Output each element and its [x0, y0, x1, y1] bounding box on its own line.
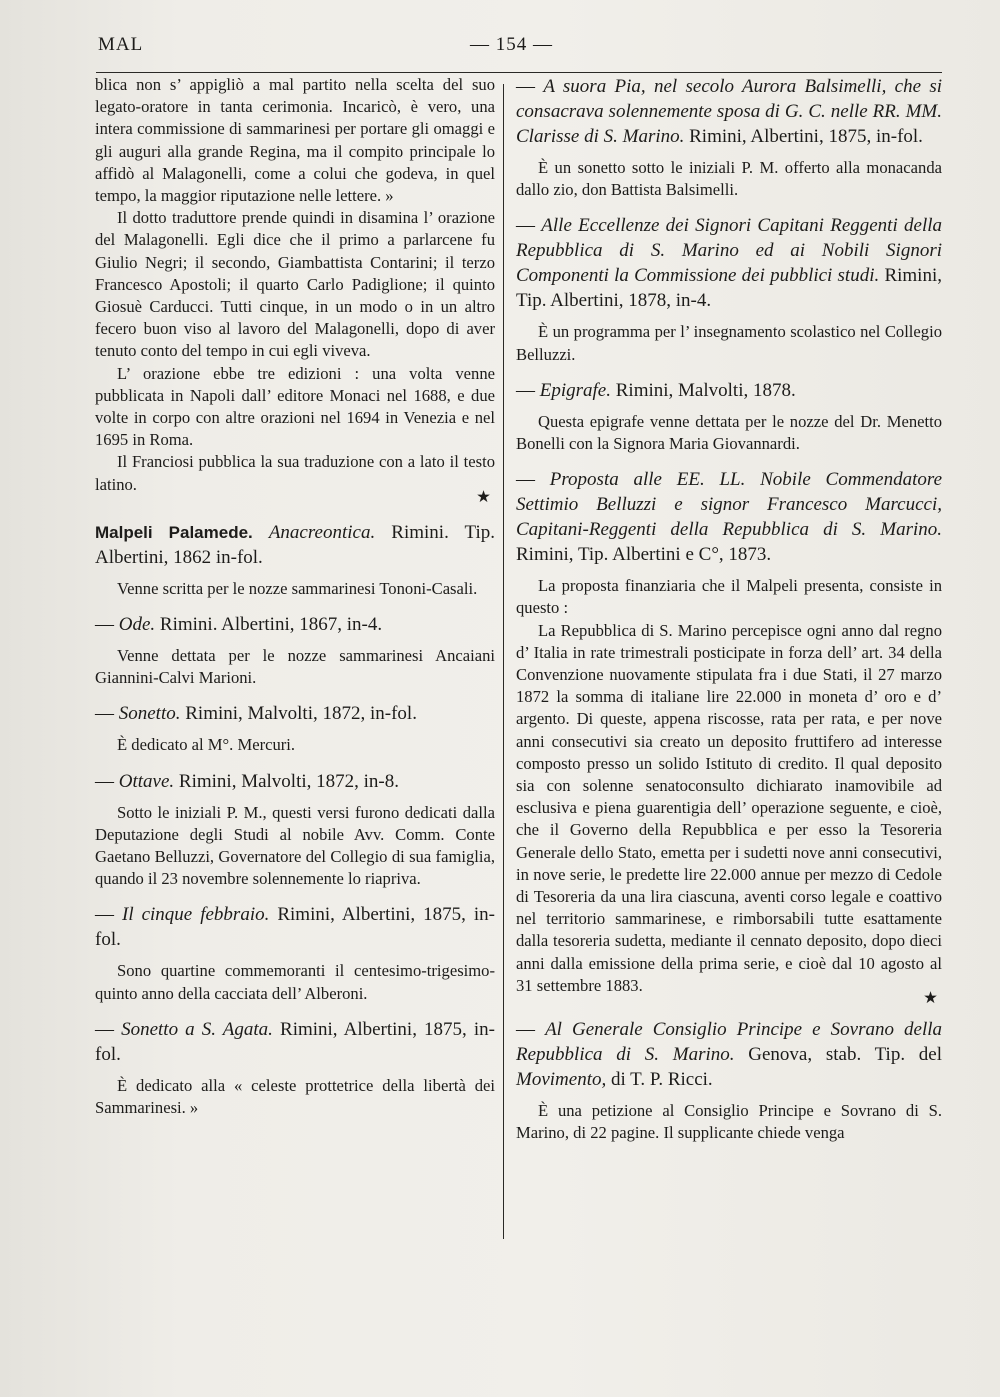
entry-imprint: Rimini, Malvolti, 1872, in-fol.: [185, 703, 417, 725]
entry-dash: —: [516, 76, 535, 97]
entry-note: La Repubblica di S. Marino percepisce ogni anno dal regno d’ Italia in rate trimestrali posticipate in forza dell’ art. 34 della Convenzione nuovamente stipulata fra i due Stati, il 27 marzo 1872 la somma di italiane lire 22.000 in moneta d’ oro e d’ argento. Di queste, appena riscosse, rata per rata, e per nove anni consecutivi sia creato un deposito fruttifero ad interesse composto presso un solido Istituto di credito. Il qual deposito sia con solenne senatoconsulto dichiarato inamovibile ad esclusiva e piena guarentigia dell’ operazione seguente, e cioè, che il Governo della Repubblica e per esso la Tesoreria Generale dello Stato, emetta per i sudetti nove anni consecutivi, in nove serie, le predette lire 22.000 annue per mezzo di Cedole di Tesoreria da una lira ciascuna, aventi corso legale e coattivo nel territorio sammarinese, e rimborsabili tutte esattamente dalla tesoreria sudetta, mediante il cennato deposito, dopo dieci anni dalla emissione della prima serie, e cioè dal 10 agosto al 31 settembre 1883.: [516, 620, 942, 995]
entry-author: Malpeli Palamede.: [95, 522, 253, 542]
entry-note: È dedicato alla « celeste prottetrice della libertà dei Sammarinesi. »: [95, 1075, 495, 1118]
bibliography-entry: [95, 520, 495, 570]
entry-note: Sono quartine commemoranti il centesimo-trigesimo-quinto anno della cacciata dell’ Alberoni.: [95, 961, 495, 1003]
entry-dash: —: [95, 703, 114, 725]
bibliography-entry: [516, 467, 942, 567]
bibliography-entry: [516, 213, 942, 313]
entry-imprint: Genova, stab. Tip. del: [748, 1044, 943, 1066]
entry-imprint: Rimini, Malvolti, 1872, in-8.: [178, 770, 399, 792]
entry-title: Ode.: [118, 614, 156, 636]
bibliography-entry: [95, 902, 495, 952]
entry-title: Il cinque febbraio.: [122, 904, 270, 926]
entry-title: Al Generale Consiglio Principe e Sovrano della Repubblica di S. Marino.: [516, 1019, 943, 1066]
entry-dash: —: [516, 215, 535, 237]
column-divider: [503, 84, 504, 1239]
entry-imprint: Rimini, Tip. Albertini, 1878, in-4.: [516, 265, 942, 312]
paragraph: Il Franciosi pubblica la sua traduzione con a lato il testo latino.: [95, 452, 495, 494]
entry-note: È un programma per l’ insegnamento scolastico nel Collegio Belluzzi.: [516, 322, 942, 364]
bibliography-entry: [95, 769, 495, 794]
entry-title: Sonetto a S. Agata.: [121, 1018, 273, 1040]
entry-imprint: Rimini, Tip. Albertini e C°, 1873.: [516, 544, 772, 566]
entry-imprint: di T. P. Ricci.: [610, 1069, 713, 1091]
entry-imprint: Rimini, Malvolti, 1878.: [615, 379, 796, 401]
bibliography-entry: [95, 612, 495, 637]
entry-note: Sotto le iniziali P. M., questi versi furono dedicati dalla Deputazione degli Studi al nobile Avv. Comm. Conte Gaetano Belluzzi, Governatore del Collegio di sua famiglia, quando il 23 novembre solennemente lo riapriva.: [95, 802, 495, 889]
page-number: — 154 —: [470, 34, 553, 55]
entry-dash: —: [516, 1019, 535, 1041]
entry-imprint: Rimini. Tip. Albertini, 1862 in-fol.: [95, 521, 496, 568]
section-heading: MAL: [98, 34, 144, 55]
entry-imprint: Rimini, Albertini, 1875, in-fol.: [95, 1018, 495, 1065]
paragraph: blica non s’ appigliò a mal partito nella scelta del suo legato-oratore in tanta cerimonia. Incaricò, è vero, una intera commissione di sammarinesi per portare gli omaggi e gli auguri alla grande Regina, ma il compito principale lo affidò al Malagonelli, come a colui che godeva, in quel tempo, la maggior riputazione nelle lettere. »: [95, 75, 495, 206]
header-rule: [96, 72, 942, 73]
paragraph: L’ orazione ebbe tre edizioni : una volta venne pubblicata in Napoli dall’ editore Monaci nel 1688, e due volte in corpo con altre orazioni nel 1694 in Venezia e nel 1695 in Roma.: [95, 363, 495, 450]
entry-imprint: Rimini, Albertini, 1875, in-fol.: [689, 126, 923, 147]
entry-title: Movimento,: [516, 1069, 607, 1091]
entry-title: Epigrafe.: [539, 379, 611, 401]
left-column: [95, 74, 495, 1119]
bibliography-entry: [95, 1017, 495, 1067]
entry-dash: —: [95, 614, 114, 636]
bibliography-entry: [516, 1017, 942, 1092]
entry-note: Questa epigrafe venne dettata per le nozze del Dr. Menetto Bonelli con la Signora Maria Giovannardi.: [516, 411, 942, 454]
bibliography-entry: [516, 378, 942, 403]
entry-title: Sonetto.: [118, 703, 181, 725]
entry-note: È un sonetto sotto le iniziali P. M. offerto alla monacanda dallo zio, don Battista Balsimelli.: [516, 158, 942, 200]
entry-title: Alle Eccellenze dei Signori Capitani Reggenti della Repubblica di S. Marino ed ai Nobili Signori Componenti la Commissione dei pubblici studi.: [516, 215, 943, 287]
right-column: [516, 74, 942, 1144]
entry-dash: —: [516, 379, 535, 401]
paragraph: Il dotto traduttore prende quindi in disamina l’ orazione del Malagonelli. Egli dice che il primo a parlarcene fu Giulio Negri; il secondo, Giambattista Contarini; il terzo Francesco Apostoli; il quarto Carlo Padiglione; il quinto Giosuè Carducci. Tutti cinque, in un modo o in un altro fecero buon viso al lavoro del Malagonelli, dopo di aver tenuto conto del tempo in cui egli viveva.: [95, 208, 495, 361]
star-ornament: ★: [923, 988, 938, 1008]
entry-note: È dedicato al M°. Mercuri.: [117, 735, 296, 755]
star-ornament: ★: [476, 486, 491, 506]
entry-note: È una petizione al Consiglio Principe e Sovrano di S. Marino, di 22 pagine. Il supplicante chiede venga: [516, 1101, 942, 1143]
entry-title: Anacreontica.: [268, 521, 376, 543]
entry-dash: —: [95, 770, 114, 792]
entry-dash: —: [95, 904, 114, 926]
entry-imprint: Rimini, Albertini, 1875, in-fol.: [95, 904, 496, 951]
entry-note: Venne dettata per le nozze sammarinesi Ancaiani Giannini-Calvi Marioni.: [95, 646, 495, 688]
entry-imprint: Rimini. Albertini, 1867, in-4.: [159, 614, 383, 636]
entry-title: A suora Pia, nel secolo Aurora Balsimelli, che si consacrava solennemente sposa di G. C. nelle RR. MM. Clarisse di S. Marino.: [516, 76, 943, 147]
entry-dash: —: [95, 1018, 114, 1040]
entry-dash: —: [516, 469, 535, 491]
entry-note: La proposta finanziaria che il Malpeli presenta, consiste in questo :: [516, 576, 942, 618]
running-head: [98, 34, 942, 58]
bibliography-entry: [95, 701, 495, 726]
entry-note: Venne scritta per le nozze sammarinesi Tononi-Casali.: [117, 578, 478, 598]
entry-title: Proposta alle EE. LL. Nobile Commendatore Settimio Belluzzi e signor Francesco Marcucci, Capitani-Reggenti della Repubblica di S. Marino.: [516, 469, 942, 541]
entry-title: Ottave.: [118, 770, 175, 792]
bibliography-entry: [516, 74, 942, 149]
